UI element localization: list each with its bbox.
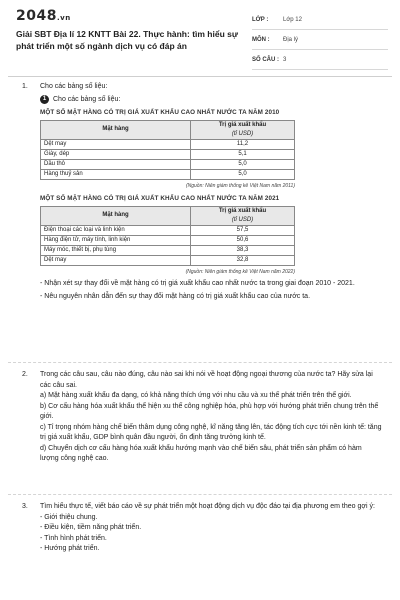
meta-key: SỐ CÂU : — [252, 56, 279, 63]
table-cell: 50,6 — [191, 235, 295, 245]
meta-panel — [252, 10, 388, 70]
data-table-2021 — [40, 206, 295, 266]
table-cell: Dệt may — [41, 139, 191, 149]
table-cell: Dệt may — [41, 255, 191, 265]
table-row — [41, 235, 295, 245]
table-cell: 32,8 — [191, 255, 295, 265]
table-row — [41, 139, 295, 149]
question-body — [40, 370, 382, 465]
table-cell: Dầu thô — [41, 159, 191, 169]
table-header-row — [41, 206, 295, 225]
meta-value: 3 — [283, 56, 287, 63]
header-unit: (tỉ USD) — [231, 130, 254, 137]
outline-item: - Tình hình phát triển. — [40, 534, 107, 542]
sub-heading — [40, 95, 382, 106]
statement-item: b) Cơ cấu hàng hóa xuất khẩu thể hiện xu thế công nghiệp hóa, phù hợp với hướng phát triển chung trên thế giới. — [40, 402, 379, 420]
task-item: - Nhận xét sự thay đổi về mặt hàng có trị giá xuất khẩu cao nhất nước ta trong giai đoạn 2010 - 2021. — [40, 280, 355, 287]
table-row — [41, 225, 295, 235]
meta-value: Địa lý — [283, 36, 299, 43]
table-cell: 5,0 — [191, 159, 295, 169]
statement-item: c) Tỉ trọng nhóm hàng chế biến thâm dụng công nghệ, kĩ năng tăng lên, tác động tích cực tới nền kinh tế: tăng trị giá xuất khẩu, GDP bình quân đầu người, ổn định tăng trưởng kinh tế. — [40, 423, 382, 441]
site-logo[interactable] — [16, 8, 71, 24]
table-cell: 57,5 — [191, 225, 295, 235]
table-cell: Điện thoại các loại và linh kiện — [41, 225, 191, 235]
logo-text: 2048 — [16, 8, 57, 24]
page-title: Giải SBT Địa lí 12 KNTT Bài 22. Thực hành: tìm hiểu sự phát triển một số ngành dịch vụ có đáp án — [16, 29, 239, 51]
meta-row-subject — [252, 30, 388, 50]
table-cell: Hàng thuỷ sản — [41, 169, 191, 179]
data-table-2010 — [40, 120, 295, 180]
table-source: (Nguồn: Niên giám thống kê Việt Nam năm 2022) — [185, 268, 295, 275]
question-number: 1. — [22, 83, 28, 90]
page-content — [0, 80, 400, 600]
table-cell: Máy móc, thiết bị, phụ tùng — [41, 245, 191, 255]
task-item: - Nêu nguyên nhân dẫn đến sự thay đổi mặt hàng có trị giá xuất khẩu cao của nước ta. — [40, 292, 311, 300]
table-header-row — [41, 120, 295, 139]
meta-row-grade — [252, 10, 388, 30]
section-divider — [8, 494, 392, 495]
table-title: MỘT SỐ MẶT HÀNG CÓ TRỊ GIÁ XUẤT KHẨU CAO NHẤT NƯỚC TA NĂM 2021 — [40, 195, 280, 202]
table-cell: 5,0 — [191, 169, 295, 179]
question-body — [40, 82, 382, 302]
header-label: Trị giá xuất khẩu — [218, 121, 267, 128]
table-source: (Nguồn: Niên giám thống kê Việt Nam năm 2011) — [185, 182, 295, 189]
table-row — [41, 245, 295, 255]
meta-key: MÔN : — [252, 36, 270, 43]
logo-suffix: .vn — [56, 14, 71, 22]
table-header-cell — [191, 206, 295, 225]
question-intro: Trong các câu sau, câu nào đúng, câu nào sai khi nói về hoạt động ngoại thương của nước ta? Hãy sửa lại các câu sai. — [40, 371, 373, 389]
table-row — [41, 255, 295, 265]
table-header-cell: Mặt hàng — [41, 120, 191, 139]
table-cell: 11,2 — [191, 139, 295, 149]
question-number: 3. — [22, 503, 28, 510]
outline-item: - Hướng phát triển. — [40, 545, 100, 552]
outline-item: - Giới thiệu chung. — [40, 513, 98, 521]
table-cell: Hàng điện tử, máy tính, linh kiện — [41, 235, 191, 245]
table-header-cell: Mặt hàng — [41, 206, 191, 225]
meta-key: LỚP : — [252, 16, 269, 23]
table-row — [41, 149, 295, 159]
meta-value: Lớp 12 — [283, 16, 302, 23]
table-row — [41, 159, 295, 169]
header-unit: (tỉ USD) — [231, 216, 254, 223]
outline-item: - Điều kiện, tiềm năng phát triển. — [40, 524, 142, 531]
table-cell: Giày, dép — [41, 149, 191, 159]
statement-item: a) Mặt hàng xuất khẩu đa dạng, có khả năng thích ứng với nhu cầu và xu thế phát triển trên thế giới. — [40, 392, 352, 399]
page-header — [0, 0, 400, 75]
header-divider — [8, 76, 392, 77]
section-divider — [8, 362, 392, 363]
sub-heading-text: Cho các bảng số liệu: — [53, 95, 121, 103]
question-body — [40, 502, 382, 555]
table-cell: 5,1 — [191, 149, 295, 159]
meta-row-count — [252, 50, 388, 70]
statement-item: d) Chuyển dịch cơ cấu hàng hóa xuất khẩu hướng mạnh vào chế biến sâu, phát triển sản phẩm có hàm lượng công nghệ cao. — [40, 444, 362, 462]
table-header-cell — [191, 120, 295, 139]
header-label: Trị giá xuất khẩu — [218, 207, 267, 214]
table-row — [41, 169, 295, 179]
question-number: 2. — [22, 371, 28, 378]
table-title: MỘT SỐ MẶT HÀNG CÓ TRỊ GIÁ XUẤT KHẨU CAO NHẤT NƯỚC TA NĂM 2010 — [40, 109, 280, 116]
question-intro: Tìm hiểu thực tế, viết báo cáo về sự phát triển một hoạt động dịch vụ độc đáo tại địa phương em theo gợi ý: — [40, 503, 375, 510]
table-cell: 38,3 — [191, 245, 295, 255]
question-intro: Cho các bảng số liệu: — [40, 83, 108, 90]
number-badge: 1 — [40, 95, 49, 104]
